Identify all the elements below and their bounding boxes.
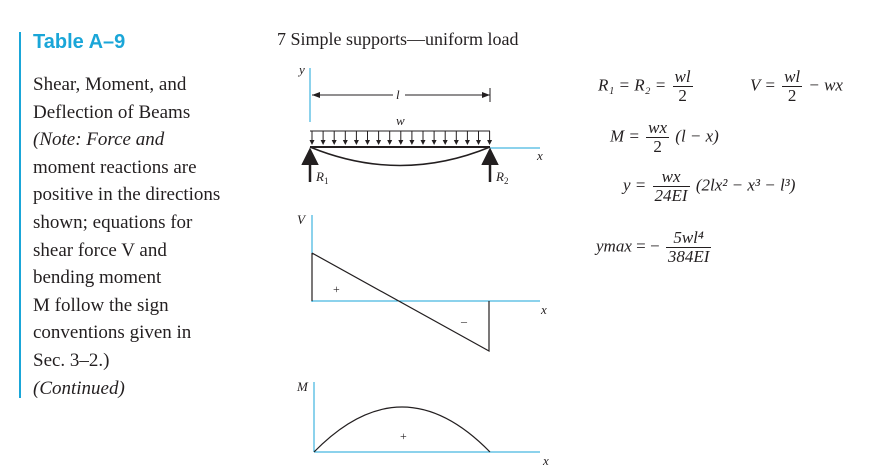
load-label: w	[396, 113, 405, 128]
load-arrow-head	[421, 140, 426, 145]
load-arrow-head	[409, 140, 414, 145]
load-arrow-head	[343, 140, 348, 145]
load-arrow-head	[354, 140, 359, 145]
description-line: Deflection of Beams	[33, 101, 191, 123]
span-arrow-left	[312, 92, 320, 98]
span-label: l	[396, 87, 400, 102]
load-arrow-head	[465, 140, 470, 145]
x-axis-label: x	[537, 148, 543, 163]
load-arrow-head	[332, 140, 337, 145]
load-arrow-head	[387, 140, 392, 145]
description-line: shown; equations for	[33, 211, 193, 233]
shear-positive-sign: +	[333, 282, 340, 296]
load-arrow-head	[310, 140, 315, 145]
moment-equation: M = $\frac{wx}{2}$ (l − x)	[610, 118, 719, 156]
deflected-beam-curve	[310, 147, 490, 166]
table-title: Table A–9	[33, 31, 126, 53]
description-line: M follow the sign	[33, 294, 169, 316]
description-line: conventions given in	[33, 322, 192, 344]
load-arrow-head	[398, 140, 403, 145]
description-line: shear force V and	[33, 239, 167, 261]
shear-x-label: x	[541, 302, 547, 317]
max-deflection-equation: ymax = − $\frac{\text{5wl⁴}}{384EI}$	[596, 228, 710, 266]
reaction-left-label: $R_1$	[316, 169, 329, 186]
load-arrow-head	[432, 140, 437, 145]
description-line: moment reactions are	[33, 156, 197, 178]
load-arrow-head	[365, 140, 370, 145]
moment-positive-sign: +	[400, 429, 407, 443]
description-line: positive in the directions	[33, 184, 221, 206]
load-arrow-head	[476, 140, 481, 145]
shear-axis-label: V	[297, 212, 305, 227]
moment-axis-label: M	[297, 379, 308, 394]
description-line: (Note: Force and	[33, 129, 165, 151]
case-title: 7 Simple supports—uniform load	[277, 29, 519, 49]
deflection-equation: y = $\frac{wx}{24EI}$ (2lx² − x³ − l³)	[623, 167, 796, 205]
load-arrow-head	[321, 140, 326, 145]
shear-diagram	[312, 253, 489, 351]
span-arrow-right	[482, 92, 490, 98]
description-line: Sec. 3–2.)	[33, 349, 110, 371]
description-line: Shear, Moment, and	[33, 74, 187, 95]
shear-equation: V = $\frac{wl}{2}$ − wx	[750, 67, 843, 105]
reaction-equation: R₁ = R₂ = $\frac{wl}{2}$	[598, 67, 691, 105]
reaction-right-label: $R_2$	[496, 169, 509, 186]
y-axis-label: y	[299, 62, 305, 77]
load-arrow-head	[454, 140, 459, 145]
load-arrow-head	[376, 140, 381, 145]
description-line: bending moment	[33, 267, 162, 289]
load-arrow-head	[487, 140, 492, 145]
load-arrow-head	[443, 140, 448, 145]
moment-x-label: x	[543, 453, 549, 468]
description-line: (Continued)	[33, 377, 125, 399]
shear-negative-sign: –	[461, 314, 467, 328]
